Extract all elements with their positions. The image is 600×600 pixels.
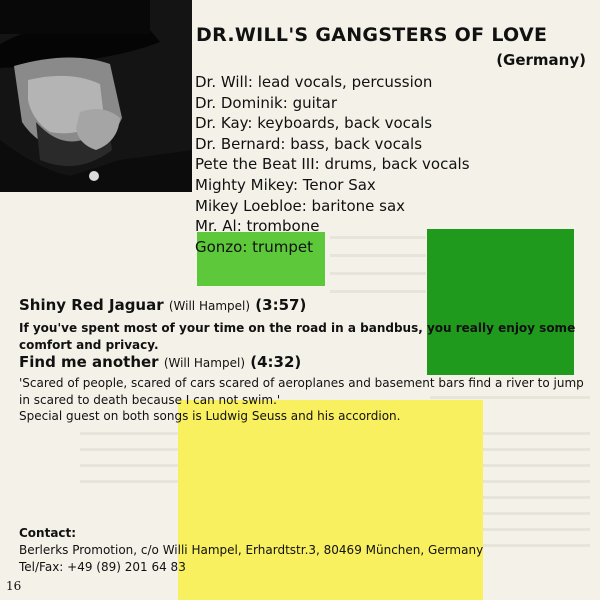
contact-label: Contact: bbox=[19, 526, 77, 540]
member-item: Gonzo: trumpet bbox=[195, 237, 313, 256]
bleed-through-line bbox=[480, 496, 590, 499]
member-item: Mr. Al: trombone bbox=[195, 217, 320, 236]
member-item: Dr. Dominik: guitar bbox=[195, 93, 338, 112]
song-duration: (3:57) bbox=[255, 296, 307, 314]
bleed-through-line bbox=[330, 290, 426, 293]
bleed-through-line bbox=[480, 512, 590, 515]
song-heading bbox=[19, 296, 306, 314]
member-item: Dr. Bernard: bass, back vocals bbox=[195, 134, 423, 153]
member-item: Mikey Loebloe: baritone sax bbox=[195, 196, 406, 215]
contact-phone: Tel/Fax: +49 (89) 201 64 83 bbox=[19, 560, 186, 574]
song-author: (Will Hampel) bbox=[163, 356, 245, 370]
song-author: (Will Hampel) bbox=[168, 299, 251, 313]
musician-photo-illustration bbox=[0, 0, 192, 192]
song-duration: (4:32) bbox=[250, 353, 302, 371]
bleed-through-line bbox=[330, 272, 426, 275]
page-number: 16 bbox=[6, 579, 22, 593]
song-heading bbox=[19, 353, 301, 371]
special-guest-note: Special guest on both songs is Ludwig Seuss and his accordion. bbox=[19, 409, 401, 423]
band-country: (Germany) bbox=[496, 51, 586, 69]
bleed-through-line bbox=[480, 544, 590, 547]
contact-address: Berlerks Promotion, c/o Willi Hampel, Erhardtstr.3, 80469 München, Germany bbox=[19, 543, 484, 557]
member-list bbox=[195, 72, 470, 257]
musician-photo bbox=[0, 0, 192, 192]
member-item: Mighty Mikey: Tenor Sax bbox=[195, 175, 376, 194]
song-quote: 'Scared of people, scared of cars scared of aeroplanes and basement bars find a river to jump in scared to death because I can not swim.' bbox=[19, 376, 584, 407]
member-item: Dr. Kay: keyboards, back vocals bbox=[195, 114, 433, 133]
band-title: DR.WILL'S GANGSTERS OF LOVE bbox=[196, 24, 548, 46]
member-item: Pete the Beat III: drums, back vocals bbox=[195, 155, 470, 174]
song-description: If you've spent most of your time on the road in a bandbus, you really enjoy some comfort and privacy. bbox=[19, 321, 576, 352]
song-title: Find me another bbox=[19, 353, 159, 371]
yellow-block bbox=[178, 400, 483, 600]
member-item: Dr. Will: lead vocals, percussion bbox=[195, 73, 433, 91]
song-title: Shiny Red Jaguar bbox=[19, 296, 164, 314]
bleed-through-line bbox=[480, 528, 590, 531]
